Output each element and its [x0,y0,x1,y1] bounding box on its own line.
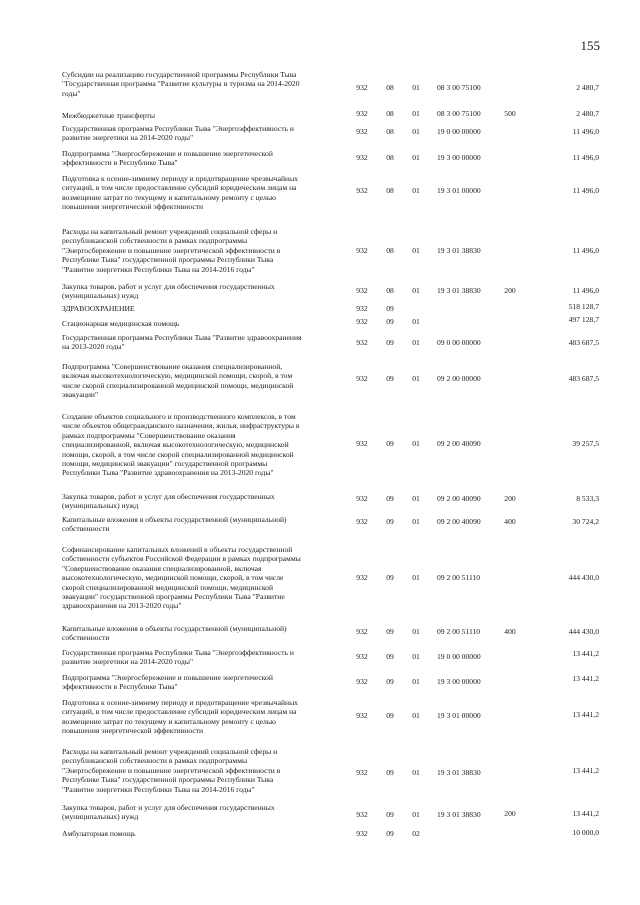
section-code: 08 [386,127,394,136]
expense-type-code: 200 [504,286,516,295]
target-article-code: 09 2 00 40090 [437,517,481,526]
subsection-code: 01 [412,652,420,661]
row-description: Государственная программа Республики Тыва "Развитие здравоохранения на 2013-2020 годы" [62,333,302,352]
section-code: 09 [386,810,394,819]
amount-value: 13 441,2 [572,710,599,719]
subsection-code: 01 [412,573,420,582]
amount-value: 13 441,2 [572,766,599,775]
ministry-code: 932 [356,186,368,195]
subsection-code: 01 [412,186,420,195]
section-code: 09 [386,317,394,326]
ministry-code: 932 [356,677,368,686]
section-code: 09 [386,829,394,838]
amount-value: 11 496,0 [572,246,599,255]
amount-value: 10 000,0 [572,828,599,837]
subsection-code: 01 [412,338,420,347]
row-description: Межбюджетные трансферты [62,111,155,120]
page-number: 155 [580,38,600,53]
section-code: 09 [386,494,394,503]
amount-value: 11 496,0 [572,186,599,195]
ministry-code: 932 [356,573,368,582]
subsection-code: 01 [412,127,420,136]
section-code: 08 [386,246,394,255]
ministry-code: 932 [356,109,368,118]
section-code: 08 [386,109,394,118]
section-code: 09 [386,338,394,347]
row-description: Подготовка к осенне-зимнему периоду и предотвращение чрезвычайных ситуаций, в том числе предоставление субсидий юридическим лицам на возмещение затрат по текущему и капитальному ремонту с целью повышения энергетической эффективности [62,174,298,212]
target-article-code: 09 0 00 00000 [437,338,481,347]
ministry-code: 932 [356,494,368,503]
ministry-code: 932 [356,627,368,636]
row-description: Подпрограмма "Энергосбережение и повышение энергетической эффективности в Республике Тыва" [62,149,273,168]
section-code: 08 [386,83,394,92]
target-article-code: 19 3 01 00000 [437,186,481,195]
section-code: 09 [386,677,394,686]
row-description: Субсидии на реализацию государственной программы Республики Тыва "Государственная программа "Развитие культуры и туризма на 2014-2020 годы" [62,70,300,98]
section-code: 08 [386,153,394,162]
row-description: Подготовка к осенне-зимнему периоду и предотвращение чрезвычайных ситуаций, в том числе предоставление субсидий юридическим лицам на возмещение затрат по текущему и капитальному ремонту с целью повышения энергетической эффективности [62,698,298,736]
amount-value: 13 441,2 [572,674,599,683]
amount-value: 13 441,2 [572,809,599,818]
section-code: 09 [386,652,394,661]
subsection-code: 01 [412,677,420,686]
ministry-code: 932 [356,652,368,661]
subsection-code: 01 [412,317,420,326]
expense-type-code: 400 [504,627,516,636]
amount-value: 11 496,0 [572,286,599,295]
subsection-code: 01 [412,768,420,777]
amount-value: 8 533,3 [576,494,599,503]
amount-value: 518 128,7 [568,302,599,311]
subsection-code: 01 [412,153,420,162]
amount-value: 39 257,5 [572,439,599,448]
subsection-code: 01 [412,517,420,526]
amount-value: 11 496,0 [572,127,599,136]
subsection-code: 01 [412,286,420,295]
target-article-code: 19 0 00 00000 [437,652,481,661]
amount-value: 2 480,7 [576,109,599,118]
ministry-code: 932 [356,439,368,448]
ministry-code: 932 [356,829,368,838]
ministry-code: 932 [356,338,368,347]
section-code: 09 [386,573,394,582]
section-code: 09 [386,439,394,448]
amount-value: 13 441,2 [572,649,599,658]
target-article-code: 19 0 00 00000 [437,127,481,136]
target-article-code: 09 2 00 51110 [437,627,481,636]
row-description: Капитальные вложения в объекты государственной (муниципальной) собственности [62,624,287,643]
subsection-code: 01 [412,494,420,503]
section-code: 09 [386,517,394,526]
section-code: 09 [386,627,394,636]
section-code: 09 [386,304,394,313]
target-article-code: 19 3 00 00000 [437,677,481,686]
row-description: Амбулаторная помощь [62,829,136,838]
ministry-code: 932 [356,768,368,777]
section-code: 09 [386,768,394,777]
subsection-code: 01 [412,374,420,383]
amount-value: 444 430,0 [568,573,599,582]
subsection-code: 01 [412,711,420,720]
row-description: Подпрограмма "Совершенствование оказания специализированной, включая высокотехнологическую, медицинской помощи, скорой, в том числе скорой специализированной медицинской помощи, медицинской эвакуации" [62,362,294,400]
target-article-code: 19 3 01 00000 [437,711,481,720]
subsection-code: 01 [412,810,420,819]
ministry-code: 932 [356,711,368,720]
row-description: Закупка товаров, работ и услуг для обеспечения государственных (муниципальных) нужд [62,803,275,822]
expense-type-code: 400 [504,517,516,526]
row-description: Государственная программа Республики Тыва "Энергоэффективность и развитие энергетики на 2014-2020 годы" [62,648,294,667]
ministry-code: 932 [356,127,368,136]
subsection-code: 01 [412,246,420,255]
row-description: Расходы на капитальный ремонт учреждений социальной сферы и республиканской собственности в рамках подпрограммы "Энергосбережение и повышение энергетической эффективности в Республике Тыва" государственной программы Республики Тыва "Развитие энергетики Республики Тыва на 2014-2016 годы" [62,747,281,794]
target-article-code: 09 2 00 51110 [437,573,481,582]
row-description: Закупка товаров, работ и услуг для обеспечения государственных (муниципальных) нужд [62,282,275,301]
target-article-code: 09 2 00 40090 [437,494,481,503]
target-article-code: 19 3 00 00000 [437,153,481,162]
expense-type-code: 500 [504,109,516,118]
target-article-code: 08 3 00 75100 [437,109,481,118]
subsection-code: 01 [412,109,420,118]
target-article-code: 19 3 01 38830 [437,768,481,777]
row-description: Софинансирование капитальных вложений в объекты государственной собственности субъектов Российской Федерации в рамках подпрограммы "Совершенствование оказания специализированной, включая высокотехнологическую, медицинской помощи, скорой, в том числе скорой специализированной медицинской помощи, медицинской эвакуации" государственной программы Республики Тыва "Развитие здравоохранения на 2013-2020 годы" [62,545,301,611]
ministry-code: 932 [356,83,368,92]
amount-value: 444 430,0 [568,627,599,636]
ministry-code: 932 [356,317,368,326]
amount-value: 2 480,7 [576,83,599,92]
ministry-code: 932 [356,810,368,819]
target-article-code: 09 2 00 00000 [437,374,481,383]
ministry-code: 932 [356,246,368,255]
target-article-code: 09 2 00 40090 [437,439,481,448]
amount-value: 497 128,7 [568,315,599,324]
section-code: 09 [386,374,394,383]
ministry-code: 932 [356,517,368,526]
target-article-code: 08 3 00 75100 [437,83,481,92]
row-description: Капитальные вложения в объекты государственной (муниципальной) собственности [62,515,287,534]
subsection-code: 01 [412,627,420,636]
row-description: Создание объектов социального и производственного комплексов, в том числе объектов общегражданского назначения, жилья, инфраструктуры в рамках подпрограммы "Совершенствование оказания специализированной, включая высокотехнологическую, медицинской помощи, скорой, в том числе скорой специализированной медицинской помощи, медицинской эвакуации" государственной программы Республики Тыва "Развитие здравоохранения на 2013-2020 годы" [62,412,300,478]
subsection-code: 01 [412,83,420,92]
row-description: Подпрограмма "Энергосбережение и повышение энергетической эффективности в Республике Тыва" [62,673,273,692]
row-description: Расходы на капитальный ремонт учреждений социальной сферы и республиканской собственности в рамках подпрограммы "Энергосбережение и повышение энергетической эффективности в Республике Тыва" государственной программы Республики Тыва "Развитие энергетики Республики Тыва на 2014-2016 годы" [62,227,281,274]
section-code: 08 [386,186,394,195]
ministry-code: 932 [356,304,368,313]
amount-value: 483 687,5 [568,374,599,383]
target-article-code: 19 3 01 38830 [437,286,481,295]
ministry-code: 932 [356,374,368,383]
section-code: 09 [386,711,394,720]
row-description: ЗДРАВООХРАНЕНИЕ [62,304,135,313]
amount-value: 483 687,5 [568,338,599,347]
target-article-code: 19 3 01 38830 [437,246,481,255]
ministry-code: 932 [356,286,368,295]
row-description: Стационарная медицинская помощь [62,319,180,328]
section-code: 08 [386,286,394,295]
target-article-code: 19 3 01 38830 [437,810,481,819]
amount-value: 11 496,0 [572,153,599,162]
expense-type-code: 200 [504,809,516,818]
row-description: Государственная программа Республики Тыва "Энергоэффективность и развитие энергетики на 2014-2020 годы" [62,124,294,143]
expense-type-code: 200 [504,494,516,503]
ministry-code: 932 [356,153,368,162]
subsection-code: 02 [412,829,420,838]
subsection-code: 01 [412,439,420,448]
amount-value: 30 724,2 [572,517,599,526]
row-description: Закупка товаров, работ и услуг для обеспечения государственных (муниципальных) нужд [62,492,275,511]
